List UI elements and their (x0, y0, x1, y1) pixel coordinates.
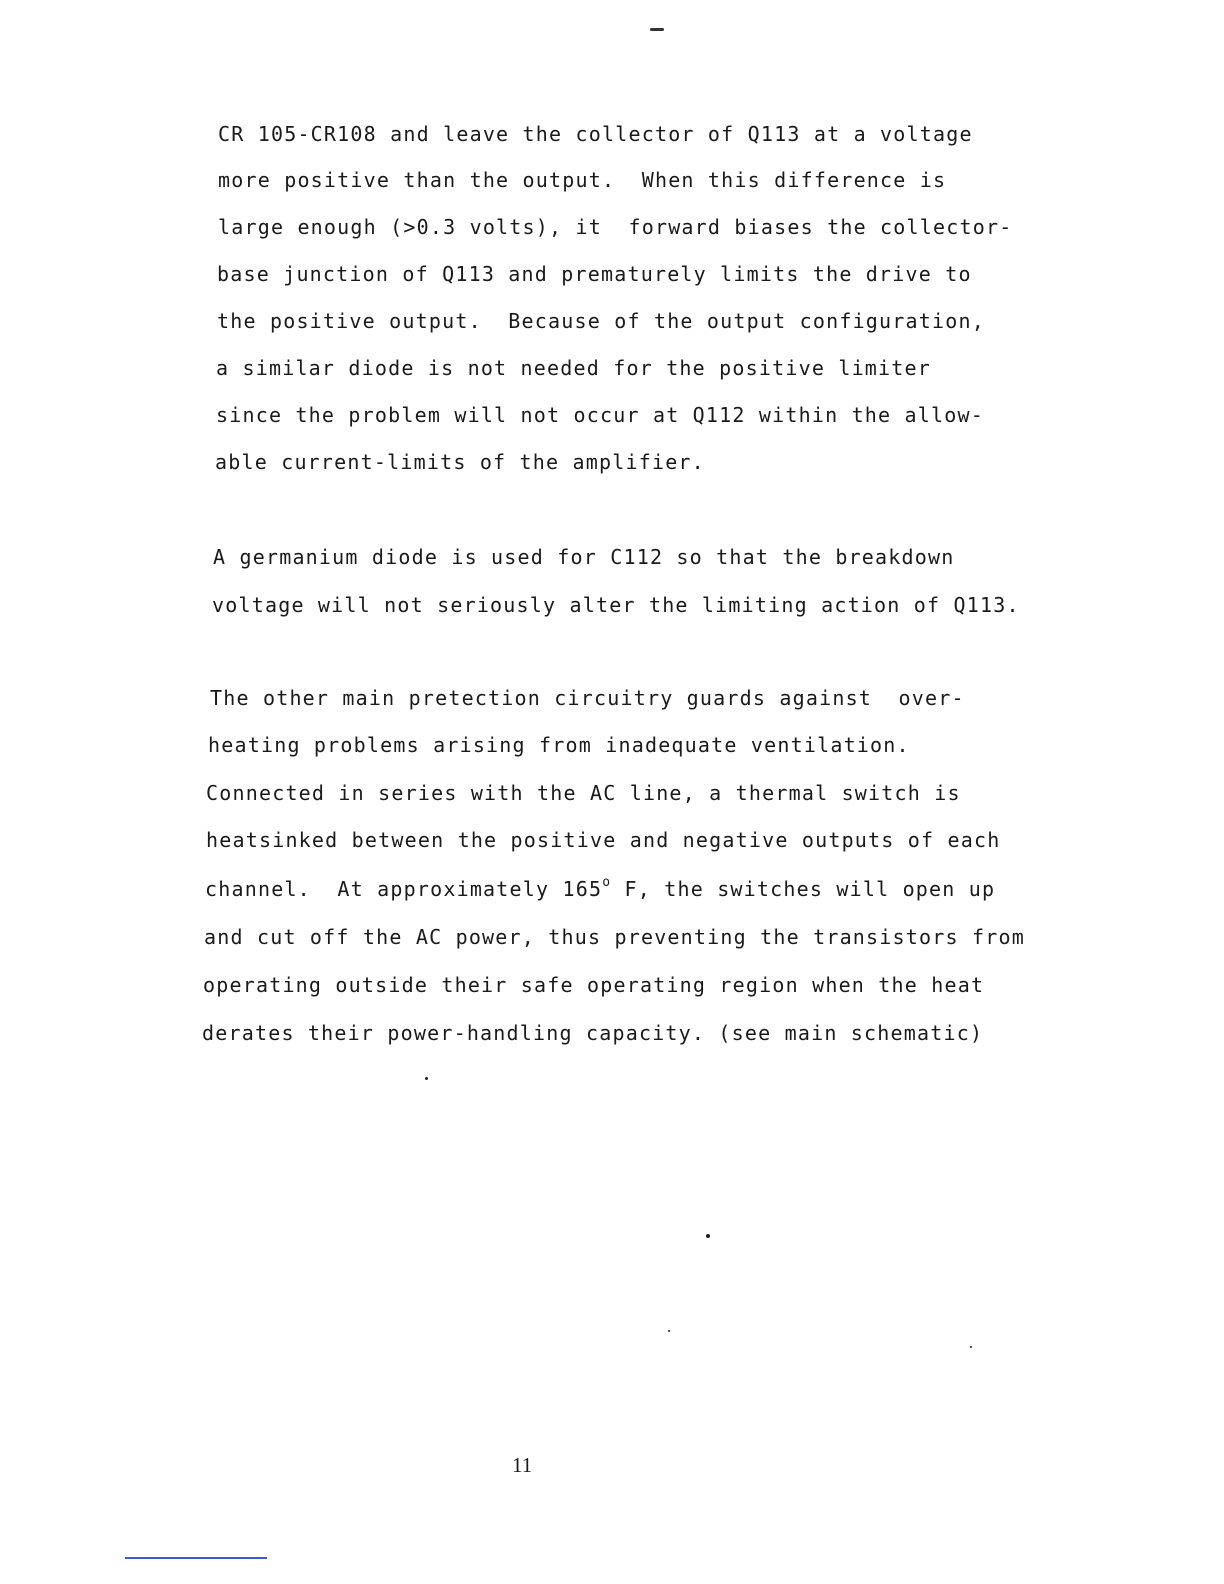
page-number: 11 (512, 1453, 533, 1477)
paragraph-1-line-6: a similar diode is not needed for the positive limiter (216, 356, 932, 380)
paragraph-3-line-4: heatsinked between the positive and negative outputs of each (206, 828, 1001, 852)
scan-speck (706, 1234, 710, 1238)
paragraph-3-line-5-tail: F, the switches will open up (611, 877, 996, 901)
paragraph-3-line-1: The other main pretection circuitry guards against over- (210, 686, 965, 710)
paragraph-3-line-6: and cut off the AC power, thus preventing the transistors from (204, 925, 1025, 949)
paragraph-1-line-8: able current-limits of the amplifier. (215, 450, 705, 474)
paragraph-1-line-5: the positive output. Because of the output configuration, (217, 309, 985, 333)
paragraph-3-line-5 (205, 877, 995, 901)
paragraph-1-line-2: more positive than the output. When this difference is (218, 168, 947, 192)
scan-mark (650, 28, 664, 31)
scan-speck (425, 1077, 428, 1080)
paragraph-1-line-7: since the problem will not occur at Q112 within the allow- (216, 403, 984, 427)
paragraph-3-line-3: Connected in series with the AC line, a thermal switch is (206, 781, 961, 805)
paragraph-3-line-5-head: channel. At approximately 165 (205, 877, 603, 901)
paragraph-3-line-2: heating problems arising from inadequate ventilation. (208, 733, 910, 757)
paragraph-1-line-1: CR 105-CR108 and leave the collector of Q113 at a voltage (218, 122, 973, 146)
paragraph-3-line-8: derates their power-handling capacity. (see main schematic) (202, 1021, 984, 1045)
scan-speck (970, 1346, 972, 1348)
paragraph-1-line-3: large enough (>0.3 volts), it forward biases the collector- (218, 215, 1013, 239)
paragraph-1-line-4: base junction of Q113 and prematurely limits the drive to (217, 262, 972, 286)
paragraph-2-line-1: A germanium diode is used for C112 so that the breakdown (213, 545, 955, 569)
degree-mark: o (602, 875, 612, 890)
paragraph-3-line-7: operating outside their safe operating region when the heat (203, 973, 985, 997)
scan-speck (668, 1330, 670, 1332)
footnote-rule (125, 1557, 267, 1559)
paragraph-2-line-2: voltage will not seriously alter the limiting action of Q113. (212, 593, 1020, 617)
